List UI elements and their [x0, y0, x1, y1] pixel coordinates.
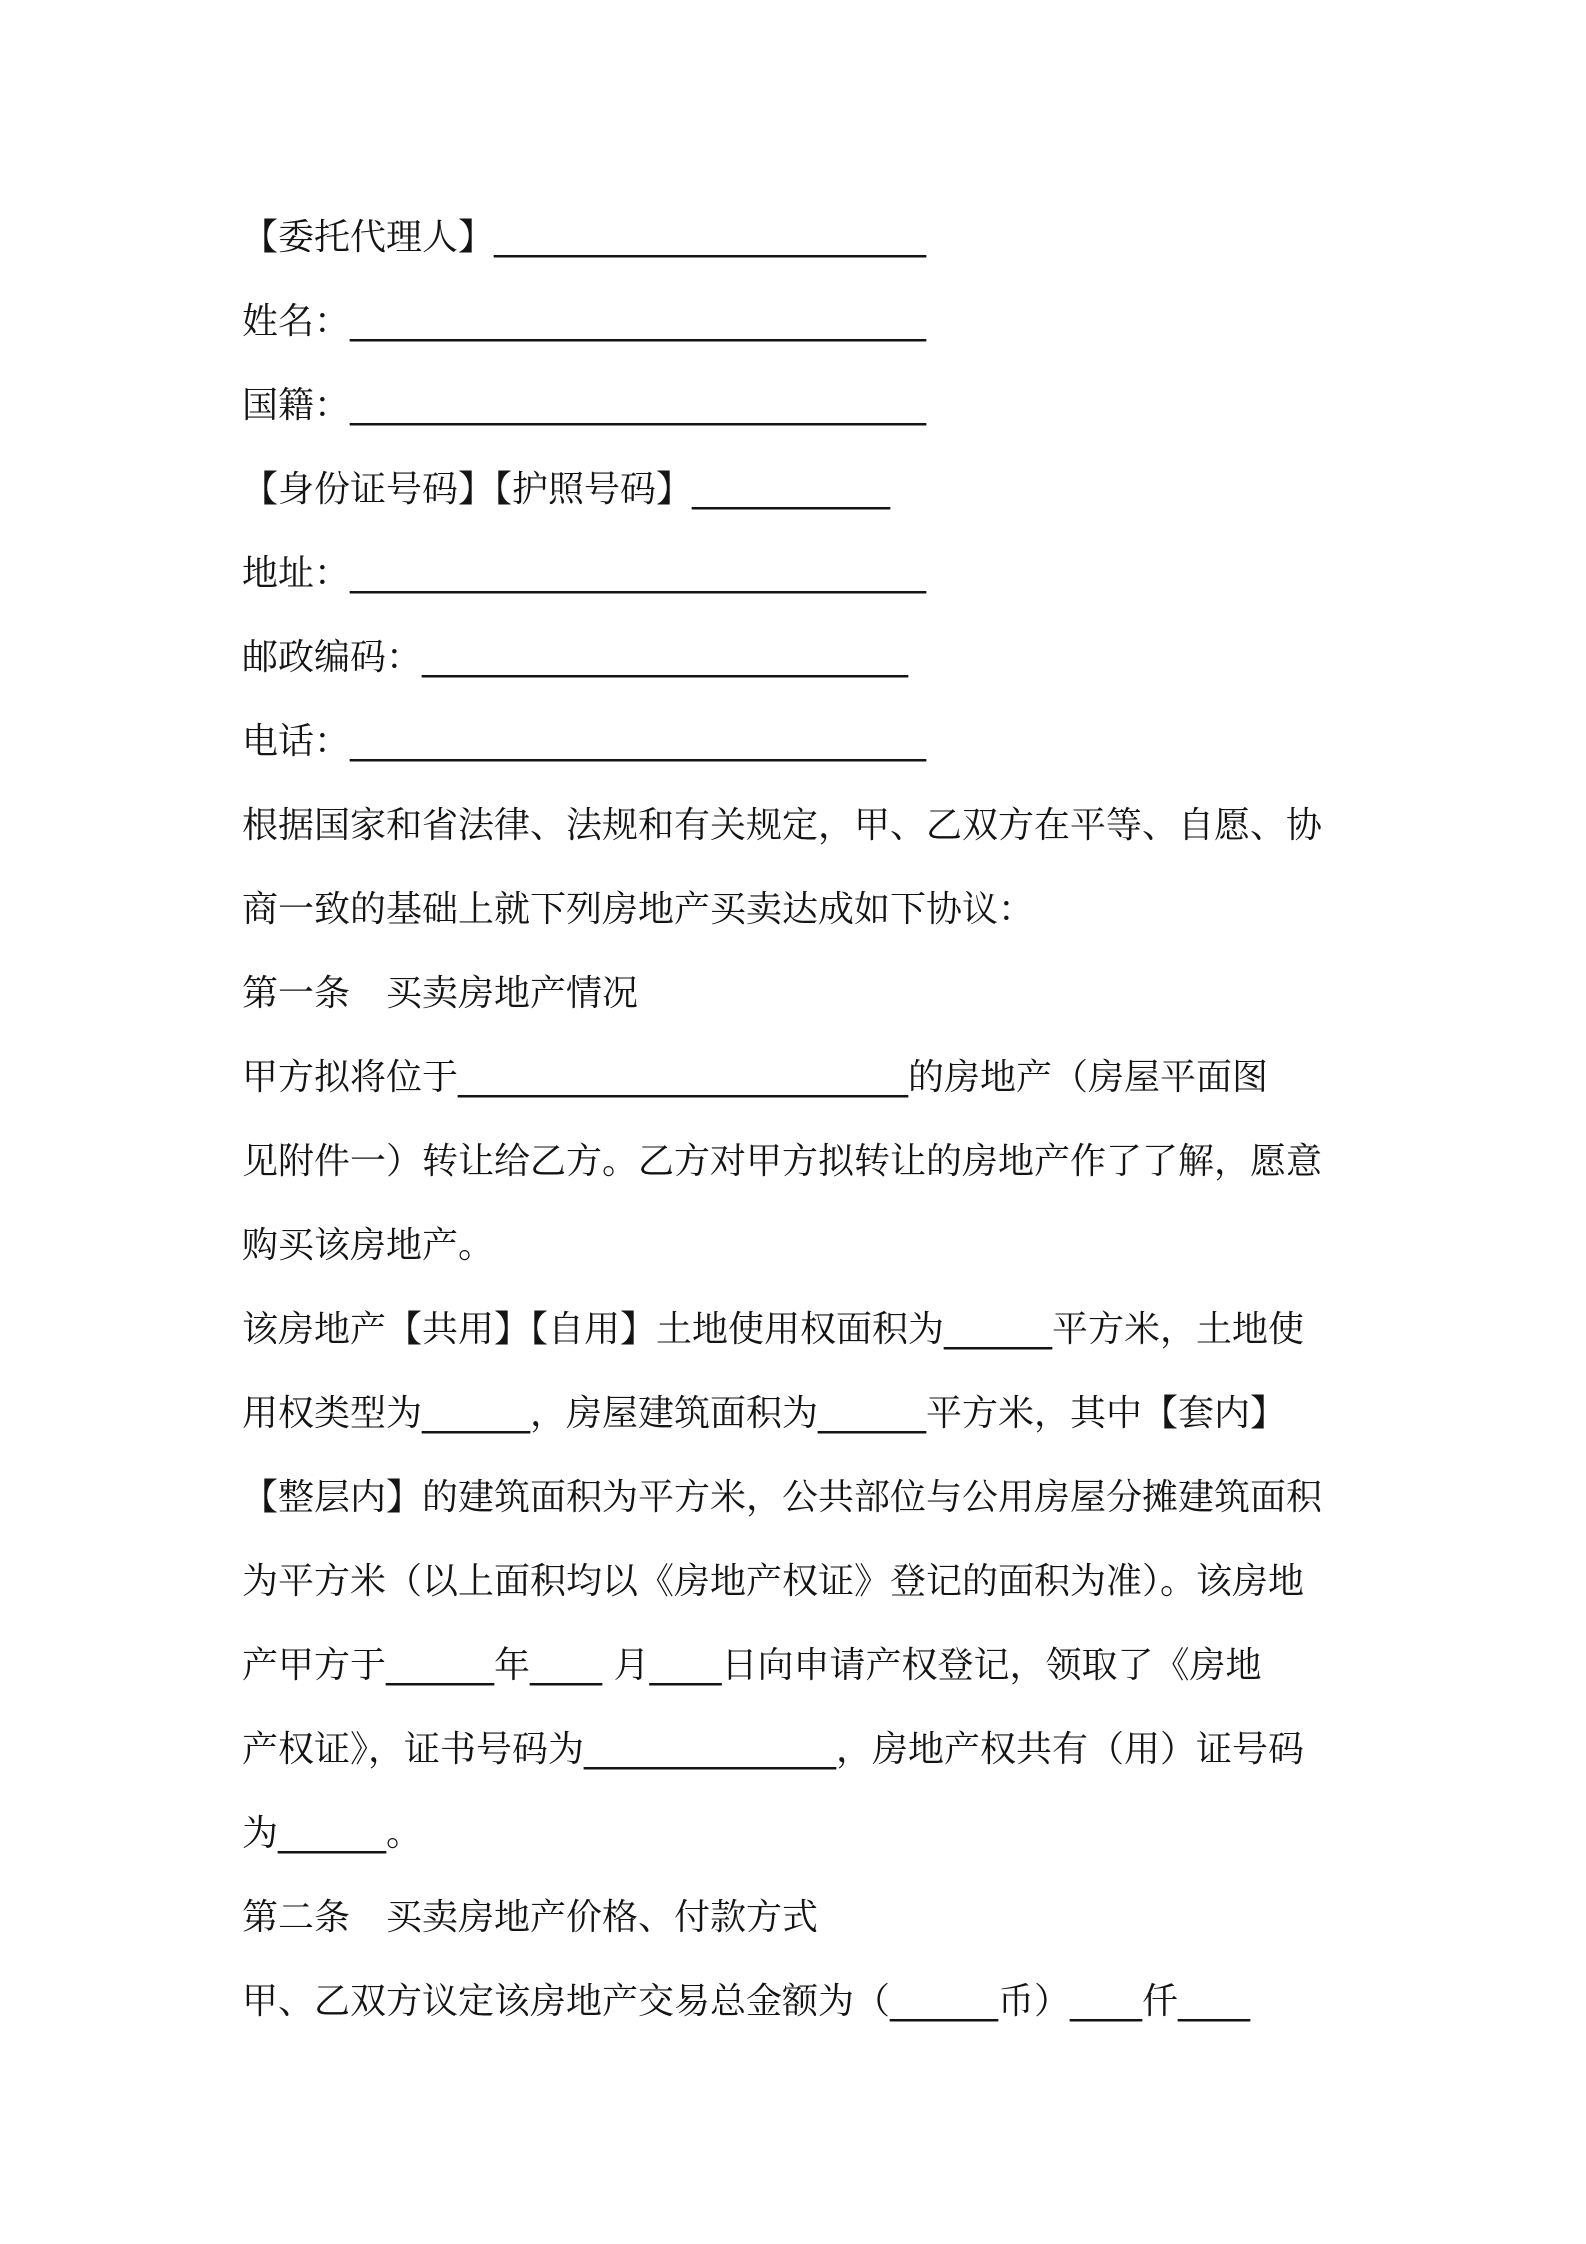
nationality-line: 国籍：________________________________ [242, 385, 927, 426]
article-1-para-2-line-2: 用权类型为______，房屋建筑面积为______平方米，其中【套内】 [242, 1393, 1287, 1434]
article-1-para-2-line-7: 为______。 [242, 1813, 423, 1854]
article-1-para-2-line-4: 为平方米（以上面积均以《房地产权证》登记的面积为准）。该房地 [242, 1561, 1305, 1602]
article-1-para-2-line-1: 该房地产【共用】【自用】土地使用权面积为______平方米，土地使 [242, 1309, 1305, 1350]
agent-heading-line: 【委托代理人】________________________ [242, 217, 927, 258]
address-line: 地址：________________________________ [242, 553, 927, 594]
phone-line: 电话：________________________________ [242, 721, 927, 762]
preamble-line-1: 根据国家和省法律、法规和有关规定，甲、乙双方在平等、自愿、协 [242, 805, 1323, 846]
article-1-para-1-line-2: 见附件一）转让给乙方。乙方对甲方拟转让的房地产作了了解，愿意 [242, 1141, 1323, 1182]
id-passport-line: 【身份证号码】【护照号码】___________ [242, 469, 891, 510]
name-line: 姓名：________________________________ [242, 301, 927, 342]
article-1-para-1-line-1: 甲方拟将位于_________________________的房地产（房屋平面图 [242, 1057, 1269, 1098]
contract-body [242, 196, 1362, 2044]
article-1-heading: 第一条 买卖房地产情况 [242, 973, 639, 1014]
article-1-para-2-line-3: 【整层内】的建筑面积为平方米，公共部位与公用房屋分摊建筑面积 [242, 1477, 1323, 1518]
postcode-line: 邮政编码：___________________________ [242, 637, 909, 678]
article-1-para-2-line-6: 产权证》，证书号码为______________，房地产权共有（用）证号码 [242, 1729, 1305, 1770]
article-1-para-1-line-3: 购买该房地产。 [242, 1225, 495, 1266]
article-1-para-2-line-5: 产甲方于______年____ 月____日向申请产权登记，领取了《房地 [242, 1645, 1262, 1686]
article-2-para-1-line-1: 甲、乙双方议定该房地产交易总金额为（______币）____仟____ [242, 1981, 1251, 2022]
article-2-heading: 第二条 买卖房地产价格、付款方式 [242, 1897, 819, 1938]
preamble-line-2: 商一致的基础上就下列房地产买卖达成如下协议： [242, 889, 1035, 930]
